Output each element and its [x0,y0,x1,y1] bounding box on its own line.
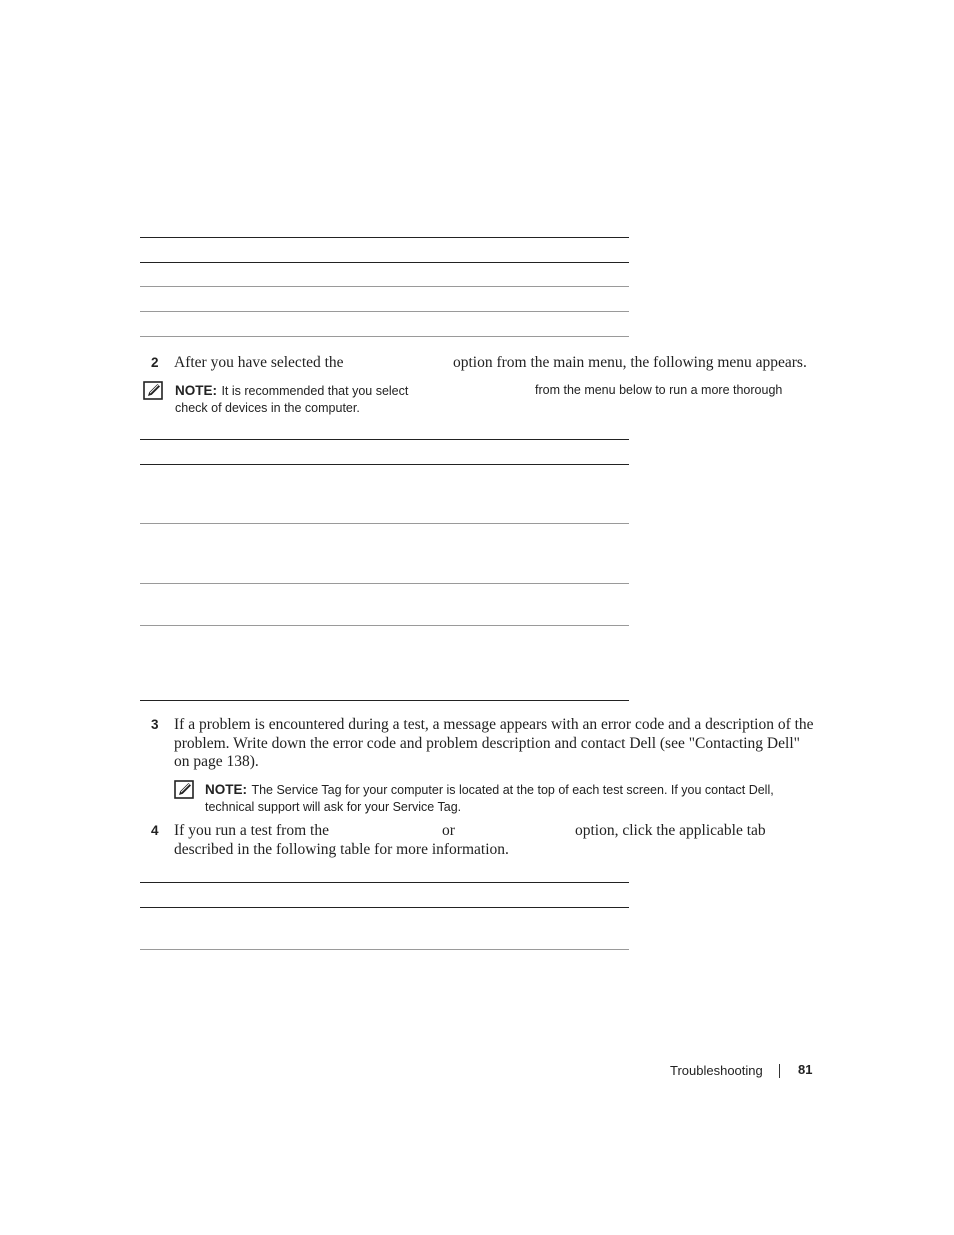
table3-header-rule [140,907,629,908]
step4-text-a: If you run a test from the [174,822,329,839]
step3-line2: problem. Write down the error code and problem description and contact Dell (see "Contacting Dell" [174,735,800,752]
note-label: NOTE: [175,383,217,398]
note2-line2: technical support will ask for your Service Tag. [205,800,462,814]
table2-top-rule [140,439,629,440]
step-number: 4 [151,823,159,838]
table2-bottom-rule [140,700,629,701]
note-pencil-icon [143,381,163,400]
step3-line1: If a problem is encountered during a test, a message appears with an error code and a description of the [174,716,814,733]
note2-body [205,781,774,799]
step-number: 3 [151,717,159,732]
note-pencil-icon [174,780,194,799]
table1-row-rule [140,286,629,287]
step-number: 2 [151,355,159,370]
note1-text-a: It is recommended that you select [221,384,409,398]
footer-section: Troubleshooting [670,1063,763,1078]
page-number: 81 [798,1062,813,1077]
note2-line1: The Service Tag for your computer is located at the top of each test screen. If you contact Dell, [251,783,774,797]
step3-line3: on page 138). [174,753,259,770]
note-label: NOTE: [205,782,247,797]
table2-row-rule [140,523,629,524]
step4-text-c: option, click the applicable tab [575,822,766,839]
table1-row-rule [140,311,629,312]
table1-top-rule [140,237,629,238]
step2-text-after: option from the main menu, the following menu appears. [453,354,807,371]
footer-divider [779,1064,780,1078]
table2-row-rule [140,583,629,584]
table3-row-rule [140,949,629,950]
table1-bottom-rule [140,336,629,337]
step4-text-b: or [442,822,455,839]
table2-header-rule [140,464,629,465]
table1-header-rule [140,262,629,263]
note1-text-b: from the menu below to run a more thorough [535,383,783,397]
step4-line2: described in the following table for more information. [174,841,509,858]
table2-row-rule [140,625,629,626]
table3-top-rule [140,882,629,883]
note1-body [175,382,408,400]
note1-text-c: check of devices in the computer. [175,401,360,415]
step2-text-before: After you have selected the [174,354,344,371]
